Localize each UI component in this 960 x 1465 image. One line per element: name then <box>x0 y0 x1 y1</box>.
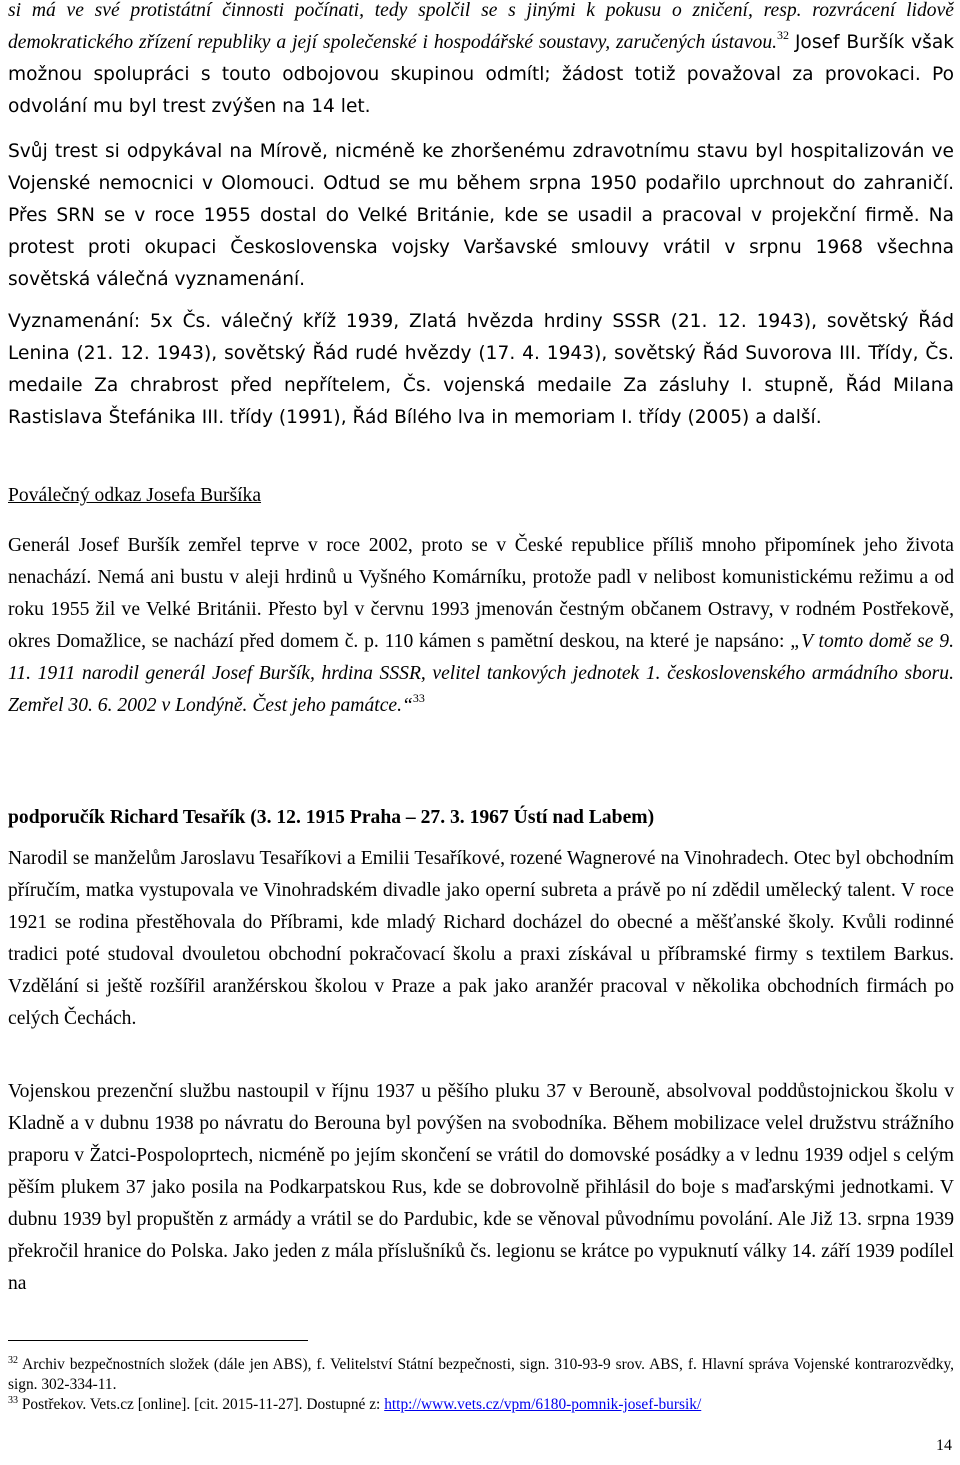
footnote-number: 33 <box>8 1395 18 1406</box>
footnote-32 <box>8 1355 954 1395</box>
footnote-text: Postřekov. Vets.cz [online]. [cit. 2015-11-27]. Dostupné z: <box>21 1396 381 1413</box>
footnote-33 <box>8 1395 954 1415</box>
footnotes <box>8 1355 954 1415</box>
court-quote: si má ve své protistátní činnosti počínati, tedy spolčil se s jinými k pokusu o zničení, resp. rozvrácení lidově demokratického zřízení republiky a její společenské i hospodářské soustavy, zaručených ústavou. <box>8 0 954 53</box>
footnote-separator <box>8 1340 308 1341</box>
plaque-inscription: „V tomto domě se 9. 11. 1911 narodil generál Josef Buršík, hrdina SSSR, velitel tankových jednotek 1. československého armádního sboru. Zemřel 30. 6. 2002 v Londýně. Čest jeho památce.“ <box>8 631 954 716</box>
paragraph-decorations: Vyznamenání: 5x Čs. válečný kříž 1939, Zlatá hvězda hrdiny SSSR (21. 12. 1943), sovětský Řád Lenina (21. 12. 1943), sovětský Řád rudé hvězdy (17. 4. 1943), sovětský Řád Suvorova III. Třídy, Čs. medaile Za chrabrost před nepřítelem, Čs. vojenská medaile Za zásluhy I. stupně, Řád Milana Rastislava Štefánika III. třídy (1991), Řád Bílého lva in memoriam I. třídy (2005) a další. <box>8 311 954 428</box>
section-heading-tesarik: podporučík Richard Tesařík (3. 12. 1915 Praha – 27. 3. 1967 Ústí nad Labem) <box>8 807 655 828</box>
footnote-ref-33[interactable]: 33 <box>412 691 425 705</box>
section-heading-legacy: Poválečný odkaz Josefa Buršíka <box>8 485 262 506</box>
footnote-number: 32 <box>8 1355 18 1366</box>
paragraph-legacy <box>8 530 954 722</box>
footnote-text: Archiv bezpečnostních složek (dále jen ABS), f. Velitelství Státní bezpečnosti, sign. 310-93-9 srov. ABS, f. Hlavní správa Vojenské kontrarozvědky, sign. 302-334-11. <box>8 1356 954 1393</box>
paragraph-imprisonment: Svůj trest si odpykával na Mírově, nicméně ke zhoršenému zdravotnímu stavu byl hospitalizován ve Vojenské nemocnici v Olomouci. Odtud se mu během srpna 1950 podařilo uprchnout do zahraničí. Přes SRN se v roce 1955 dostal do Velké Británie, kde se usadil a pracoval v projekční firmě. Na protest proti okupaci Československa vojsky Varšavské smlouvy vrátil v srpnu 1968 všechna sovětská válečná vyznamenání. <box>8 141 954 290</box>
paragraph-sentence-conclusion <box>8 0 954 123</box>
footnote-link[interactable]: http://www.vets.cz/vpm/6180-pomnik-josef-bursik/ <box>384 1396 702 1413</box>
footnote-ref-32[interactable]: 32 <box>777 28 790 42</box>
paragraph-tesarik-military: Vojenskou prezenční službu nastoupil v říjnu 1937 u pěšího pluku 37 v Berouně, absolvoval poddůstojnickou školu v Kladně a v dubnu 1938 po návratu do Berouna byl povýšen na svobodníka. Během mobilizace velel družstvu strážního praporu v Žatci-Pospoloprtech, nicméně po jejím skončení se vrátil do domovské posádky a v lednu 1939 odjel s celým pěším plukem 37 jako posila na Podkarpatskou Rus, kde se dobrovolně přihlásil do boje s maďarskými jednotkami. V dubnu 1939 byl propuštěn z armády a vrátil se do Pardubic, kde se věnoval původnímu povolání. Ale Již 13. srpna 1939 překročil hranice do Polska. Jako jeden z mála příslušníků čs. legionu se krátce po vypuknutí války 14. září 1939 podílel na <box>8 1081 954 1294</box>
paragraph-text: Generál Josef Buršík zemřel teprve v roce 2002, proto se v České republice příliš mnoho připomínek jeho života nenachází. Nemá ani bustu v aleji hrdinů u Vyšného Komárníku, protože padl v nelibost komunistickému režimu a od roku 1955 žil ve Velké Británii. Přesto byl v červnu 1993 jmenován čestným občanem Ostravy, v rodném Postřekově, okres Domažlice, se nachází před domem č. p. 110 kámen s pamětní deskou, na které je napsáno: <box>8 535 954 652</box>
paragraph-tesarik-early-life: Narodil se manželům Jaroslavu Tesaříkovi a Emilii Tesaříkové, rozené Wagnerové na Vinohradech. Otec byl obchodním příručím, matka vystupovala ve Vinohradském divadle jako operní subreta a právě po ní zdědil umělecký talent. V roce 1921 se rodina přestěhovala do Příbrami, kde mladý Richard docházel do obecné a měšťanské školy. Kvůli rodinné tradici poté studoval dvouletou obchodní pokračovací školu a praxi získával u příbramské firmy s textilem Barkus. Vzdělání si ještě rozšířil aranžérskou školou v Praze a pak jako aranžér pracoval v několika obchodních firmách po celých Čechách. <box>8 848 954 1029</box>
page-number: 14 <box>936 1437 952 1454</box>
paragraph-text: Josef Buršík však možnou spolupráci s touto odbojovou skupinou odmítl; žádost totiž považoval za provokaci. Po odvolání mu byl trest zvýšen na 14 let. <box>8 32 954 117</box>
